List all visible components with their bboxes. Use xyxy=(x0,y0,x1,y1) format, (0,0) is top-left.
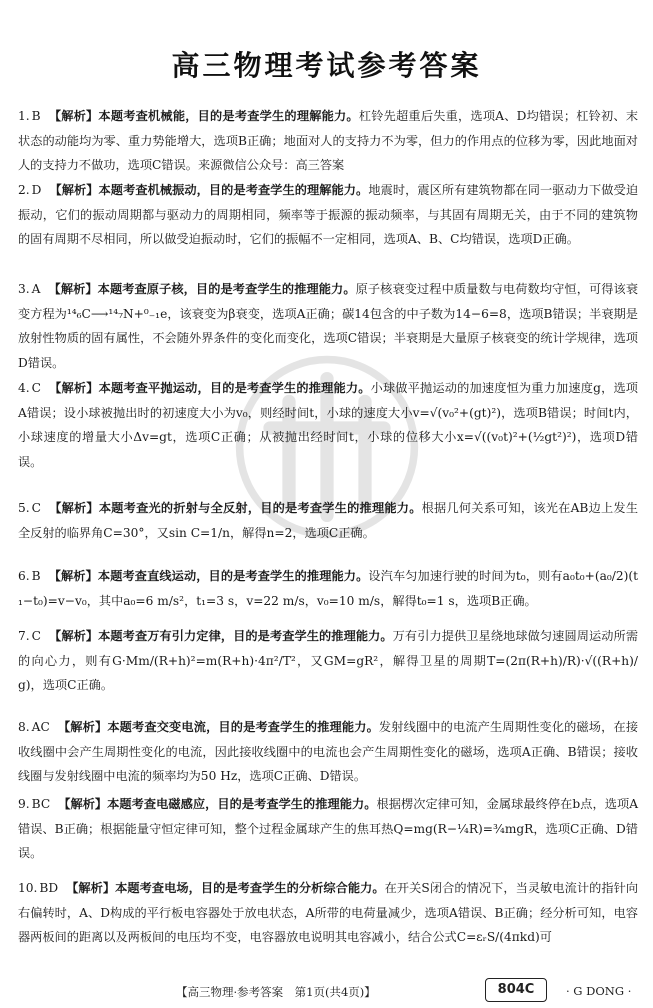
question-item-8 xyxy=(18,715,638,790)
question-analysis-body: 原子核衰变过程中质量数与电荷数均守恒，可得该衰变方程为¹⁴₆C⟶¹⁴₇N+⁰₋₁e，该衰变为β衰变，选项A正确；碳14包含的中子数为14−6=8，选项B错误；半衰期是放射性物质的固有属性，不会随外界条件的变化而变化，选项C错误；半衰期是大量原子核衰变的统计学规律，选项D错误。 xyxy=(18,282,639,370)
question-number: 2. xyxy=(18,183,30,197)
question-number: 8. xyxy=(18,720,30,734)
question-answer: B xyxy=(31,109,41,123)
question-answer: BD xyxy=(39,881,59,895)
question-analysis-body: 在开关S闭合的情况下，当灵敏电流计的指针向右偏转时，A、D构成的平行板电容器处于放电状态，A所带的电荷量减少，选项A错误、B正确；经分析可知，电容器两板间的距离以及两板间的电压均不变，电容器放电说明其电容减小，结合公式C=εᵣS/(4πkd)可 xyxy=(18,881,639,944)
question-item-7 xyxy=(18,624,638,714)
footer-brand: · G DONG · xyxy=(566,984,632,998)
question-analysis-body: 小球做平抛运动的加速度恒为重力加速度g，选项A错误；设小球被抛出时的初速度大小为v₀，则经时间t，小球的速度大小v=√(v₀²+(gt)²)，选项B错误；时间t内，小球速度的增量大小Δv=gt，选项C正确；从被抛出经时间t，小球的位移大小x=√((v₀t)²+(½gt²)²)，选项D错误。 xyxy=(18,381,638,469)
question-analysis-heading: 【解析】本题考查电磁感应，目的是考查学生的推理能力。 xyxy=(58,797,377,811)
question-item-1 xyxy=(18,104,638,179)
footer-exam-code-badge: 804C xyxy=(485,978,547,1002)
question-answer: A xyxy=(31,282,41,296)
question-analysis-body: 万有引力提供卫星绕地球做匀速圆周运动所需的向心力，则有G·Mm/(R+h)²=m(R+h)·4π²/T²，又GM=gR²，解得卫星的周期T=(2π(R+h)/R)·√((R+h)/g)，选项C正确。 xyxy=(18,629,639,692)
question-answer: AC xyxy=(31,720,50,734)
question-analysis-heading: 【解析】本题考查机械能，目的是考查学生的理解能力。 xyxy=(48,109,359,123)
question-item-3 xyxy=(18,277,638,377)
question-analysis-body: 根据几何关系可知，该光在AB边上发生全反射的临界角C=30°，又sin C=1/n，解得n=2，选项C正确。 xyxy=(18,501,639,540)
question-analysis-body: 根据楞次定律可知，金属球最终停在b点，选项A错误、B正确；根据能量守恒定律可知，整个过程金属球产生的焦耳热Q=mg(R−¼R)=¾mgR，选项C正确、D错误。 xyxy=(18,797,638,860)
question-analysis-body: 发射线圈中的电流产生周期性变化的磁场，在接收线圈中会产生周期性变化的电流，因此接收线圈中的电流也会产生周期性变化的磁场，选项A正确、B错误；接收线圈与发射线圈中电流的频率均为50 Hz，选项C正确、D错误。 xyxy=(18,720,639,783)
question-number: 4. xyxy=(18,381,30,395)
question-item-9 xyxy=(18,792,638,870)
question-item-6 xyxy=(18,564,638,622)
question-item-2 xyxy=(18,178,638,278)
question-analysis-heading: 【解析】本题考查直线运动，目的是考查学生的推理能力。 xyxy=(48,569,369,583)
question-answer: C xyxy=(31,629,41,643)
footer-page-info: 【高三物理·参考答案 第1页(共4页)】 xyxy=(176,985,376,999)
question-item-4 xyxy=(18,376,638,486)
question-analysis-heading: 【解析】本题考查平抛运动，目的是考查学生的推理能力。 xyxy=(48,381,371,395)
question-number: 3. xyxy=(18,282,30,296)
question-analysis-body: 设汽车匀加速行驶的时间为t₀，则有a₀t₀+(a₀/2)(t₁−t₀)=v−v₀，其中a₀=6 m/s²，t₁=3 s，v=22 m/s，v₀=10 m/s，解得t₀=1 s，选项B正确。 xyxy=(18,569,639,608)
page-footer xyxy=(0,975,653,1005)
question-answer: B xyxy=(31,569,41,583)
question-number: 7. xyxy=(18,629,30,643)
question-item-5 xyxy=(18,496,638,554)
question-answer: D xyxy=(31,183,42,197)
question-analysis-heading: 【解析】本题考查万有引力定律，目的是考查学生的推理能力。 xyxy=(48,629,393,643)
question-number: 5. xyxy=(18,501,30,515)
question-analysis-heading: 【解析】本题考查机械振动，目的是考查学生的理解能力。 xyxy=(49,183,369,197)
question-answer: C xyxy=(31,501,41,515)
question-analysis-heading: 【解析】本题考查电场，目的是考查学生的分析综合能力。 xyxy=(66,881,385,895)
question-analysis-body: 杠铃先超重后失重，选项A、D均错误；杠铃初、末状态的动能均为零、重力势能增大，选项B正确；地面对人的支持力不为零，但力的作用点的位移为零，因此地面对人的支持力不做功，选项C错误。来源微信公众号：高三答案 xyxy=(18,109,639,172)
question-item-10 xyxy=(18,876,638,972)
question-number: 10. xyxy=(18,881,38,895)
question-number: 9. xyxy=(18,797,30,811)
question-number: 1. xyxy=(18,109,30,123)
page-title: 高三物理考试参考答案 xyxy=(171,49,482,82)
question-answer: BC xyxy=(31,797,51,811)
question-analysis-body: 地震时，震区所有建筑物都在同一驱动力下做受迫振动，它们的振动周期都与驱动力的周期相同，频率等于振源的振动频率，与其固有周期无关，由于不同的建筑物的固有周期不尽相同，所以做受迫振动时，它们的振幅不一定相同，选项A、B、C均错误，选项D正确。 xyxy=(18,183,639,246)
question-analysis-heading: 【解析】本题考查光的折射与全反射，目的是考查学生的推理能力。 xyxy=(48,501,422,515)
question-answer: C xyxy=(31,381,41,395)
question-analysis-heading: 【解析】本题考查原子核，目的是考查学生的推理能力。 xyxy=(48,282,356,296)
question-number: 6. xyxy=(18,569,30,583)
question-analysis-heading: 【解析】本题考查交变电流，目的是考查学生的推理能力。 xyxy=(57,720,379,734)
